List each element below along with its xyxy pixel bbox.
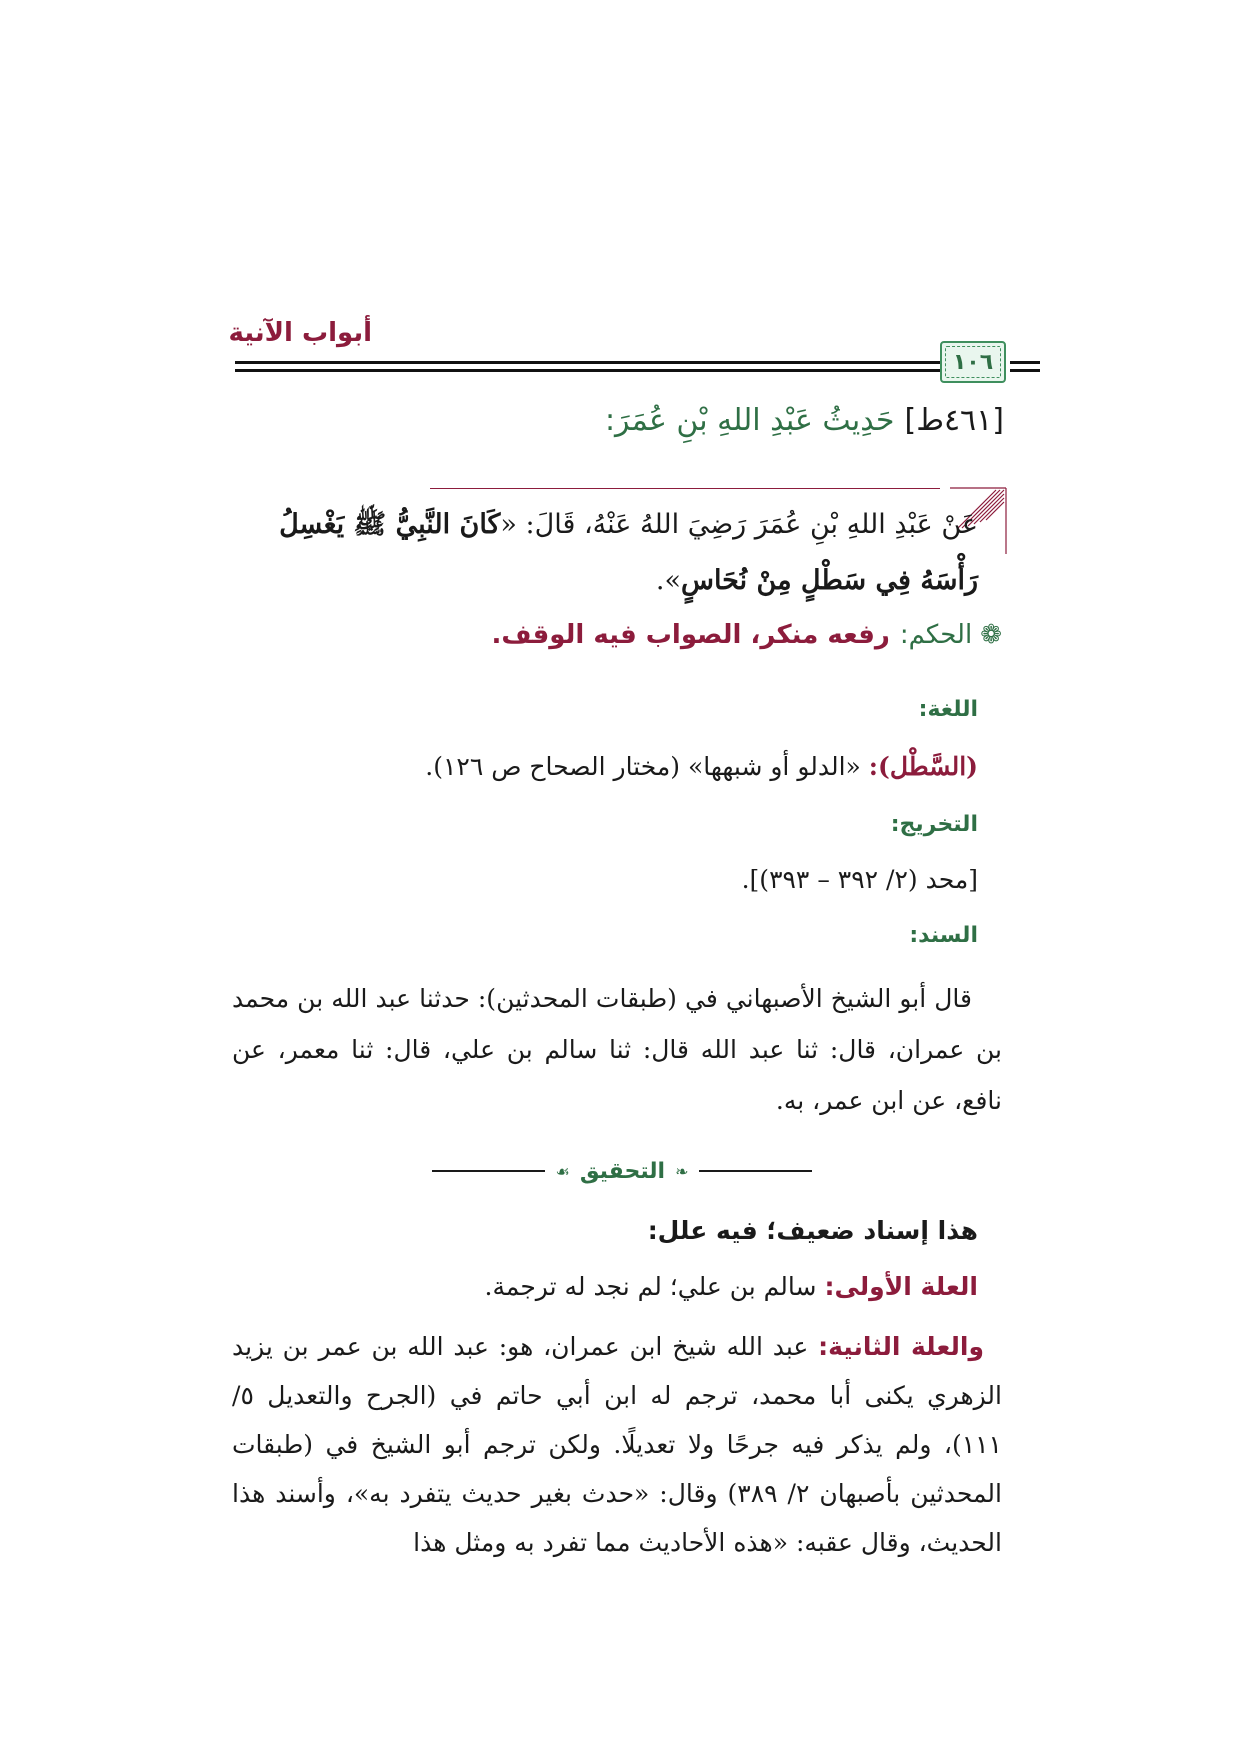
divider-ornament-icon: ❧ xyxy=(675,1161,689,1181)
divider-line-left xyxy=(699,1170,812,1172)
language-definition: «الدلو أو شبهها» (مختار الصحاح ص ١٢٦). xyxy=(425,752,861,781)
hadith-heading xyxy=(605,403,1004,438)
tahqiq-divider xyxy=(432,1156,812,1186)
running-title: أبواب الآنية xyxy=(228,318,372,348)
ruling xyxy=(491,620,1002,650)
takhrij-text: [محد (٢/ ٣٩٢ – ٣٩٣)]. xyxy=(741,865,978,894)
tahqiq-intro: هذا إسناد ضعيف؛ فيه علل: xyxy=(647,1216,978,1245)
tahqiq-title: التحقيق xyxy=(579,1158,666,1184)
hadith-end: ». xyxy=(655,565,681,596)
hadith-quote: كَانَ النَّبِيُّ ﷺ يَغْسِلُ رَأْسَهُ فِي سَطْلٍ مِنْ نُحَاسٍ xyxy=(279,509,978,596)
hadith-intro: عَنْ عَبْدِ اللهِ بْنِ عُمَرَ رَضِيَ اللهُ عَنْهُ، قَالَ: « xyxy=(500,509,978,540)
sanad-text xyxy=(232,973,1002,1126)
divider-line-right xyxy=(432,1170,545,1172)
header-rule-top xyxy=(235,361,1000,364)
flower-ornament-icon: ❁ xyxy=(980,620,1002,650)
illa-2 xyxy=(232,1322,1002,1567)
illa-2-text: عبد الله شيخ ابن عمران، هو: عبد الله بن عمر بن يزيد الزهري يكنى أبا محمد، ترجم له ابن أبي حاتم في (الجرح والتعديل ٥/ ١١١)، ولم يذكر فيه جرحًا ولا تعديلًا. ولكن ترجم أبو الشيخ في (طبقات المحدثين بأصبهان ٢/ ٣٨٩) وقال: «حدث بغير حديث يتفرد به»، وأسند هذا الحديث، وقال عقبه: «هذه الأحاديث مما تفرد به ومثل هذا xyxy=(232,1332,1002,1557)
hadith-text xyxy=(218,497,978,609)
header-rule-right-bottom xyxy=(1010,369,1040,372)
hadith-number: [٤٦١ط] xyxy=(904,403,1004,438)
illa-1-label: العلة الأولى: xyxy=(824,1272,978,1301)
header-rule-right-top xyxy=(1010,361,1040,364)
sanad-paragraph: قال أبو الشيخ الأصبهاني في (طبقات المحدثين): حدثنا عبد الله بن محمد بن عمران، قال: ثنا عبد الله قال: ثنا سالم بن علي، قال: ثنا معمر، عن نافع، عن ابن عمر، به. xyxy=(232,984,1002,1115)
takhrij-heading: التخريج: xyxy=(890,812,978,837)
ornament-line xyxy=(430,488,940,489)
illa-1-text: سالم بن علي؛ لم نجد له ترجمة. xyxy=(484,1272,817,1301)
illa-1 xyxy=(485,1272,978,1301)
page-number-badge xyxy=(940,341,1006,383)
header-rule-bottom xyxy=(235,369,1000,372)
page-number: ١٠٦ xyxy=(952,349,994,375)
language-line xyxy=(425,752,978,781)
language-term: (السَّطْل): xyxy=(868,752,978,781)
divider-ornament-icon: ☙ xyxy=(555,1161,570,1181)
language-heading: اللغة: xyxy=(918,697,978,722)
illa-2-label: والعلة الثانية: xyxy=(818,1332,984,1361)
sanad-heading: السند: xyxy=(909,923,978,948)
hadith-title: حَدِيثُ عَبْدِ اللهِ بْنِ عُمَرَ: xyxy=(604,403,895,438)
ruling-label: الحكم: xyxy=(899,620,973,650)
ruling-value: رفعه منكر، الصواب فيه الوقف. xyxy=(491,620,890,650)
